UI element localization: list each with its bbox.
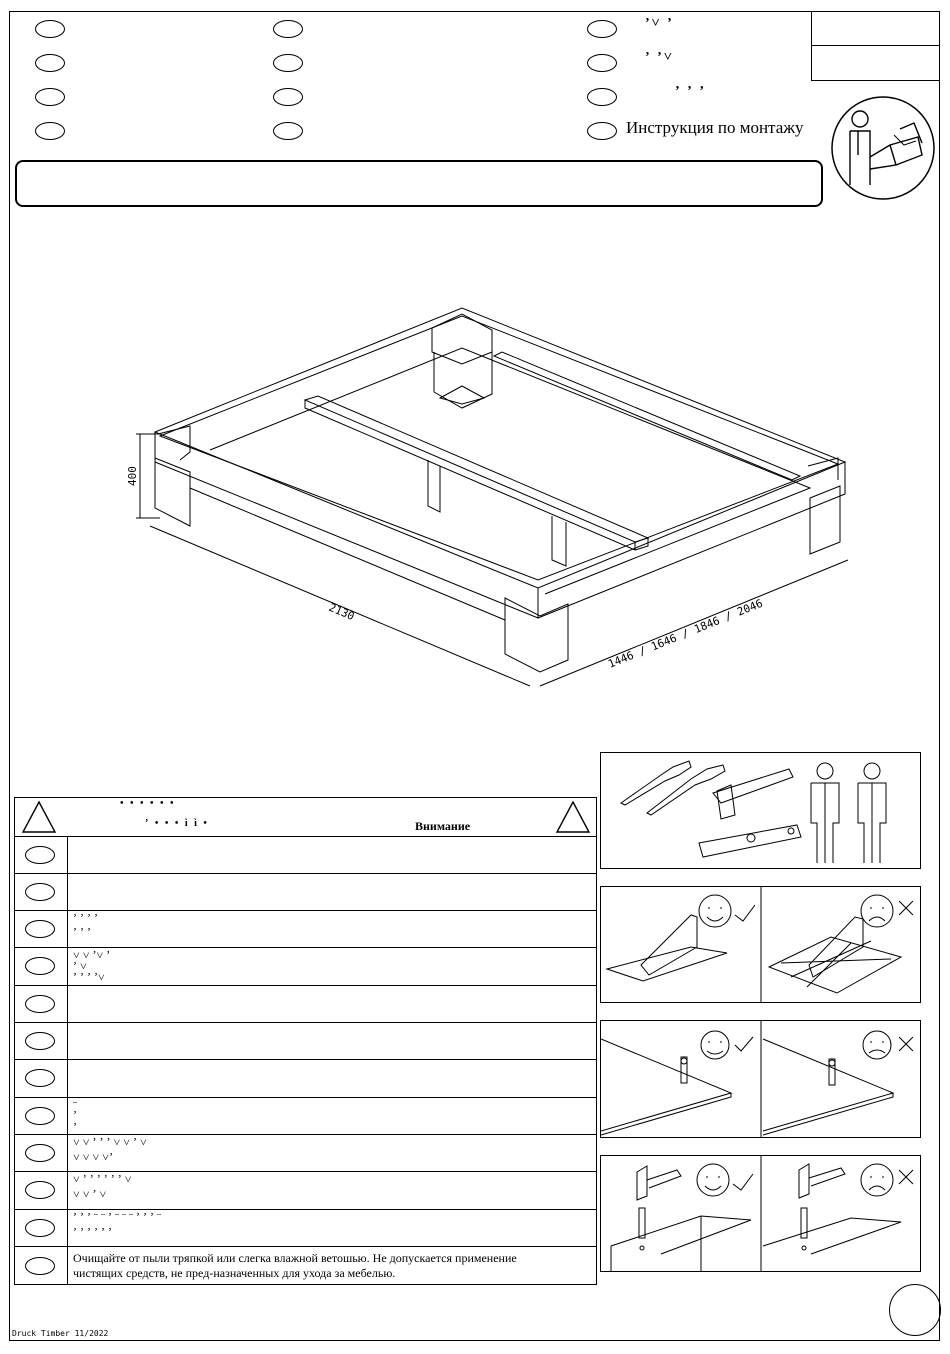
language-label: ʼ ʼ ʼ bbox=[675, 84, 706, 99]
language-oval bbox=[273, 88, 303, 106]
screw-direction-panel bbox=[600, 1020, 921, 1138]
language-oval bbox=[587, 122, 617, 140]
language-oval bbox=[273, 122, 303, 140]
warning-table bbox=[14, 797, 597, 1285]
language-oval bbox=[35, 20, 65, 38]
length-dimension: 2130 bbox=[326, 600, 357, 624]
print-info: Druck Timber 11/2022 bbox=[12, 1329, 109, 1338]
warning-row: ˅ ˅ ʼ˅ ʼ ʼ ˅ ʼ ʼ ʼ ʼ˅ bbox=[15, 947, 596, 985]
warning-row: ʼ ʼ ʼ ¨ ¨ ʼ ¨ ¨ ¨ ʼ ʼ ʼ ¨ ʼ ʼ ʼ ʼ ʼ ʼ bbox=[15, 1209, 596, 1246]
language-oval bbox=[273, 20, 303, 38]
warning-row-cleaning: Очищайте от пыли тряпкой или слегка влажной ветошью. Не допускается применение чистящих средств, не пред-назначенных для ухода за мебелью. bbox=[15, 1246, 596, 1285]
language-label: ʼ ʼ˅ bbox=[645, 50, 674, 65]
article-number-box bbox=[811, 12, 939, 81]
tools-icon bbox=[601, 753, 920, 868]
warning-row: ˅ ˅ ʼ ʼ ʼ ˅ ˅ ʼ ˅ ˅ ˅ ˅ ˅ʼ bbox=[15, 1134, 596, 1171]
tools-panel bbox=[600, 752, 921, 869]
width-dimensions: 1446 / 1646 / 1846 / 2046 bbox=[606, 596, 765, 671]
attention-label: Внимание bbox=[415, 819, 471, 833]
warning-row bbox=[15, 873, 596, 910]
language-oval bbox=[587, 54, 617, 72]
warning-row bbox=[15, 985, 596, 1022]
warning-triangle-icon bbox=[21, 800, 57, 834]
language-label-russian: Инструкция по монтажу bbox=[626, 118, 804, 137]
dowel-hammer-icon bbox=[601, 1156, 920, 1271]
warning-row: ʼ ʼ ʼ ʼ ʼ ʼ ʼ bbox=[15, 910, 596, 947]
language-oval bbox=[35, 122, 65, 140]
language-oval bbox=[35, 54, 65, 72]
page-number-circle bbox=[889, 1284, 941, 1336]
warning-header-marks: • • • • • • bbox=[120, 798, 176, 809]
read-manual-icon bbox=[830, 95, 936, 201]
language-oval bbox=[273, 54, 303, 72]
dowel-hammer-panel bbox=[600, 1155, 921, 1272]
screw-direction-icon bbox=[601, 1021, 920, 1137]
floor-protection-icon bbox=[601, 887, 920, 1002]
warning-triangle-icon bbox=[555, 800, 591, 834]
language-oval bbox=[587, 20, 617, 38]
language-oval bbox=[587, 88, 617, 106]
warning-row bbox=[15, 836, 596, 873]
warning-row: ˅ ʼ ʼ ʼ ʼ ʼ ʼ ˅ ˅ ˅ ʼ ˅ bbox=[15, 1171, 596, 1209]
warning-row bbox=[15, 1059, 596, 1097]
height-dimension: 400 bbox=[126, 466, 139, 486]
product-title-box bbox=[15, 160, 823, 207]
language-label: ʼ˅ ʼ bbox=[645, 16, 674, 31]
warning-header-marks: ʼ • • • ì ì • bbox=[145, 818, 209, 829]
language-oval bbox=[35, 88, 65, 106]
warning-row bbox=[15, 1022, 596, 1059]
floor-protection-panel bbox=[600, 886, 921, 1003]
warning-row: ¨ ʼ ʼ bbox=[15, 1097, 596, 1134]
warning-header bbox=[15, 798, 596, 836]
